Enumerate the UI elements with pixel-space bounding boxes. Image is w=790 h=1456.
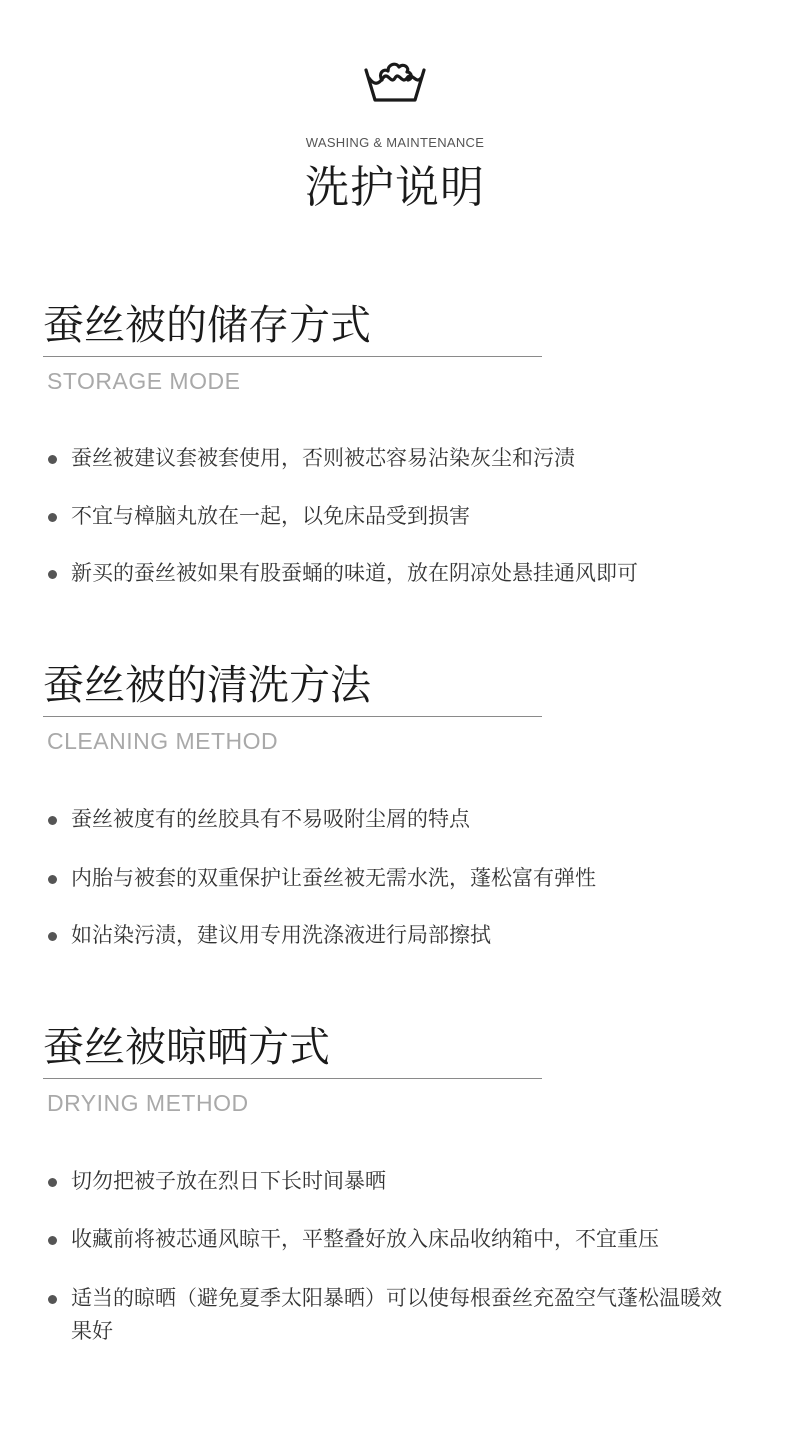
section-subtitle: CLEANING METHOD [47, 728, 279, 754]
list-item-text: 内胎与被套的双重保护让蚕丝被无需水洗，蓬松富有弹性 [71, 866, 596, 890]
list-item-text: 适当的晾晒（避免夏季太阳暴晒）可以使每根蚕丝充盈空气蓬松温暖效果好 [71, 1286, 722, 1343]
section-title: 蚕丝被晾晒方式 [43, 1023, 330, 1071]
list-item-text: 如沾染污渍，建议用专用洗涤液进行局部擦拭 [71, 923, 491, 947]
section-divider [43, 1078, 542, 1079]
section-subtitle: DRYING METHOD [47, 1090, 249, 1116]
bullet-dot [48, 570, 57, 579]
wash-basin-icon [362, 58, 428, 104]
list-item-text: 蚕丝被建议套被套使用，否则被芯容易沾染灰尘和污渍 [71, 446, 575, 470]
bullet-dot [48, 932, 57, 941]
bullet-dot [48, 875, 57, 884]
bullet-dot [48, 1178, 57, 1187]
list-item-text: 不宜与樟脑丸放在一起，以免床品受到损害 [71, 504, 470, 528]
section-subtitle: STORAGE MODE [47, 368, 241, 394]
header-subtitle: WASHING & MAINTENANCE [305, 135, 485, 150]
section-divider [43, 356, 542, 357]
section-divider [43, 716, 542, 717]
bullet-dot [48, 1236, 57, 1245]
bullet-dot [48, 816, 57, 825]
list-item-text: 新买的蚕丝被如果有股蚕蛹的味道，放在阴凉处悬挂通风即可 [71, 561, 638, 585]
bullet-dot [48, 1295, 57, 1304]
list-item-text: 切勿把被子放在烈日下长时间暴晒 [71, 1169, 386, 1193]
section-title: 蚕丝被的清洗方法 [43, 661, 371, 709]
section-title: 蚕丝被的储存方式 [43, 301, 371, 349]
list-item-text: 收藏前将被芯通风晾干，平整叠好放入床品收纳箱中，不宜重压 [71, 1227, 659, 1251]
bullet-dot [48, 455, 57, 464]
page-title: 洗护说明 [305, 162, 485, 213]
bullet-dot [48, 513, 57, 522]
list-item-text: 蚕丝被度有的丝胶具有不易吸附尘屑的特点 [71, 807, 470, 831]
